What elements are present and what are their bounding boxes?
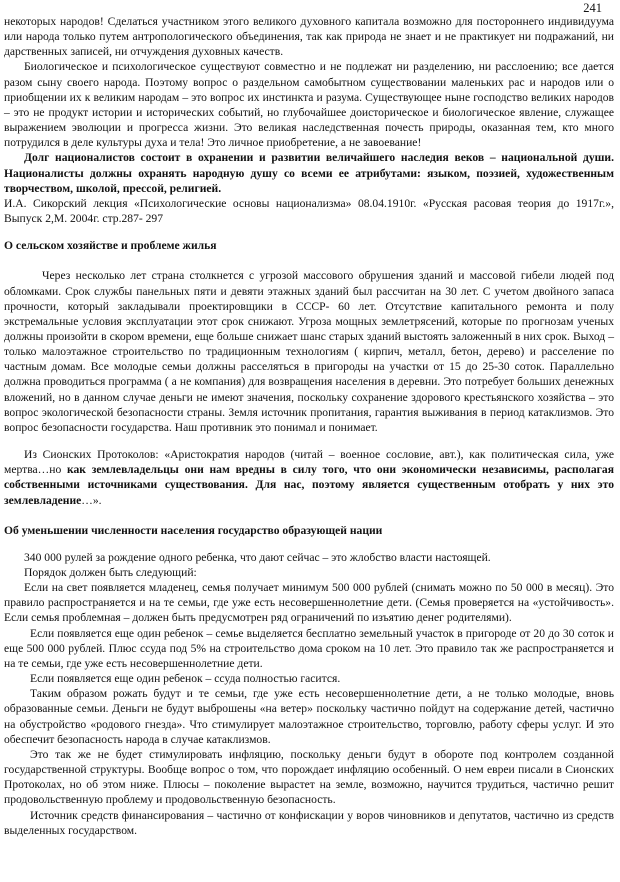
page-number: 241 xyxy=(583,1,602,15)
document-body xyxy=(4,14,614,838)
paragraph: 340 000 рулей за рождение одного ребенка, что дают сейчас – это жлобство власти настоящей. xyxy=(24,550,491,564)
section-heading-population: Об уменьшении численности населения государство образующей нации xyxy=(4,523,383,537)
paragraph-quote xyxy=(4,447,614,508)
paragraph: Источник средств финансирования – частично от конфискации у воров чиновников и депутатов, частично из средств выделенных государством. xyxy=(4,808,614,837)
paragraph: Это так же не будет стимулировать инфляцию, поскольку деньги будут в обороте под контролем созданной государственной структуры. Вообще вопрос о том, что порождает инфляцию особенный. О нем евреи писали в Сионских Протоколах, но об этом ниже. Плюсы – поколение вырастет на земле, возможно, научится трудиться, частично решит продовольственную проблему и продовольственную безопасность. xyxy=(4,747,614,807)
paragraph: Порядок должен быть следующий: xyxy=(24,566,197,579)
paragraph: Биологическое и психологическое существуют совместно и не подлежат ни разделению, ни расслоению; все дается разом сыну своего народа. Поэтому вопрос о раздельном самобытном существовании маленьких рас и народов или о приобщении их к великим народам – это вопрос их инстинкта и разума. Существующее ныне господство великих народов – это не продукт истории и исторических событий, но глубочайшее доисторическое и биологическое явление, служащее выражением эволюции и прогресса жизни. Это великая наследственная почесть природы, оказанная тем, кто много потрудился в деле культуры духа и тела! Это личное приобретение, а не завоевание! xyxy=(4,60,614,150)
paragraph: Если появляется еще один ребенок – семье выделяется бесплатно земельный участок в пригороде от 20 до 30 соток и еще 500 000 рублей. Плюс ссуда под 5% на строительство дома сроком на 10 лет. Это правило так же распространяется и на те семьи, где уже есть несовершеннолетние дети. xyxy=(4,626,614,670)
quote-text: Из Сионских Протоколов: «Аристократия народов (читай – военное сословие, авт.), как политическая сила, уже мертва…но xyxy=(4,448,614,477)
quote-end: …». xyxy=(81,493,102,507)
citation: И.А. Сикорский лекция «Психологические основы национализма» 08.04.1910г. «Русская расовая теория до 1917г.», Выпуск 2,М. 2004г. стр.287- 297 xyxy=(4,196,614,226)
section-heading-agriculture: О сельском хозяйстве и проблеме жилья xyxy=(4,239,217,253)
paragraph: некоторых народов! Сделаться участником этого великого духовного капитала возможно для постороннего индивидуума или народа только путем антропологического объединения, так как природа не знает и не практикует ни подражаний, ни дарственных записей, ни отчуждения духовных качеств. xyxy=(4,15,614,59)
bold-paragraph: Долг националистов состоит в охранении и развитии величайшего наследия веков – национальной души. Националисты должны охранять народную душу со всеми ее атрибутами: языком, поэзией, художественным творчеством, школой, прессой, религией. xyxy=(4,151,614,195)
paragraph: Таким образом рожать будут и те семьи, где уже есть несовершеннолетние дети, а не только молодые, вновь образованные семьи. Деньги не будут выброшены «на ветер» поскольку частично пойдут на содержание детей, частично на обустройство «родового гнезда». Что стимулирует малоэтажное строительство, торговлю, работу сферы услуг. И это обеспечит безопасность народа в случае катаклизмов. xyxy=(4,687,614,746)
paragraph: Если появляется еще один ребенок – ссуда полностью гасится. xyxy=(30,672,341,686)
paragraph: Если на свет появляется младенец, семья получает минимум 500 000 рублей (снимать можно по 50 000 в месяц). Это правило распространяется и на те семьи, где уже есть несовершеннолетние дети. (Семья проверяется на «устойчивость». Если семья проблемная – должен быть предусмотрен ряд ограничений по изъятию денег родителями). xyxy=(4,581,614,625)
quote-bold-text: как землевладельцы они нам вредны в силу того, что они экономически независимы, располагая собственными источниками существования. Для нас, поэтому является существенным отобрать у них это землевладение xyxy=(4,463,614,507)
paragraph: Через несколько лет страна столкнется с угрозой массового обрушения зданий и массовой гибели людей под обломками. Срок службы панельных пяти и девяти этажных зданий был рассчитан на 30 лет. С учетом двойного запаса прочности, который закладывали проектировщики в СССР- 60 лет. Отсутствие капитального ремонта и полу экстремальные условия эксплуатации этот срок снижают. Угроза мощных землетрясений, которые по прогнозам ученых должны произойти в скором времени, еще больше снижает шанс старых зданий выстоять заложенный в них срок. Выход – только малоэтажное строительство по традиционным технологиям ( кирпич, металл, бетон, дерево) и расселение по частным домам. Все молодые семьи должны расселяться в пригороды на участки от 15 до 25-30 соток. Параллельно должна проводиться программа ( а не компания) для возвращения населения в деревни. Это потребует больших денежных вложений, но в данном случае деньги не имеют значения, поскольку сохранение здорового крестьянского хозяйства – это вопрос экологической безопасности страны. Земля источник пропитания, гарантия выживания в период катаклизмов. Это вопрос безопасности государства. Наш противник это понимал и понимает. xyxy=(4,269,614,434)
